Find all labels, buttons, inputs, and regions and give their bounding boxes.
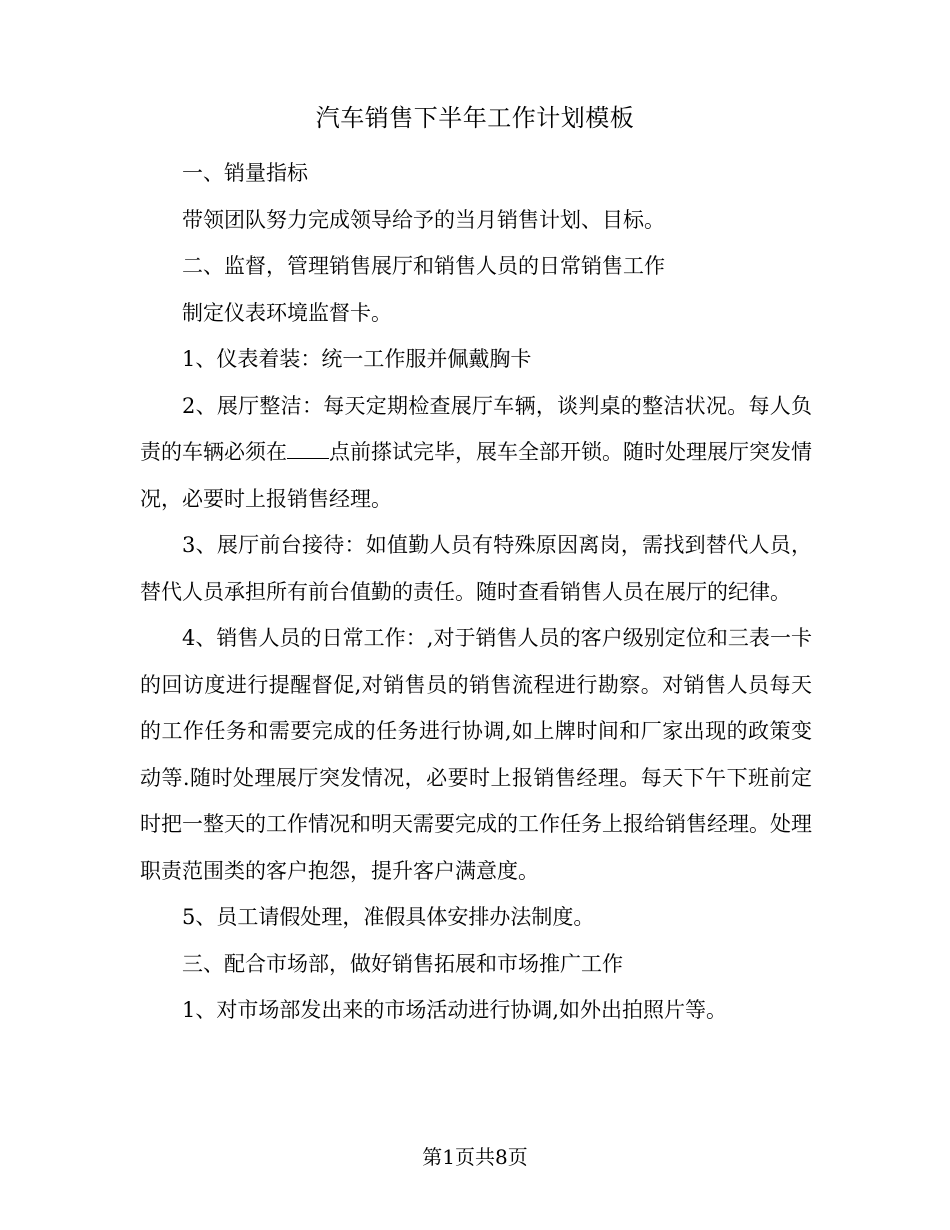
document-body — [140, 150, 812, 1034]
paragraph: 制定仪表环境监督卡。 — [182, 300, 392, 325]
list-item-text-part-2: 点前搽试完毕，展车全部开锁。随时处理展厅突发情况，必要时上报销售经理。 — [140, 440, 812, 511]
list-item: 3、展厅前台接待：如值勤人员有特殊原因离岗，需找到替代人员，替代人员承担所有前台值勤的责任。随时查看销售人员在展厅的纪律。 — [140, 533, 812, 604]
section-heading-sales-target: 一、销量指标 — [182, 161, 308, 185]
list-item: 5、员工请假处理，准假具体安排办法制度。 — [182, 905, 595, 929]
list-item: 1、对市场部发出来的市场活动进行协调,如外出拍照片等。 — [182, 998, 728, 1022]
page-number-footer: 第1页共8页 — [422, 1145, 528, 1169]
list-item — [140, 383, 812, 523]
section-heading-supervision: 二、监督，管理销售展厅和销售人员的日常销售工作 — [182, 254, 665, 278]
paragraph: 带领团队努力完成领导给予的当月销售计划、目标。 — [182, 207, 665, 232]
document-title: 汽车销售下半年工作计划模板 — [315, 104, 635, 132]
fill-in-blank — [287, 438, 329, 459]
section-heading-marketing: 三、配合市场部，做好销售拓展和市场推广工作 — [182, 951, 623, 976]
list-item: 1、仪表着装：统一工作服并佩戴胸卡 — [182, 347, 532, 371]
list-item-text-part-1: 2、展厅整洁：每天定期检查展厅车辆，谈判桌的整洁状况。每人负责的车辆必须在 — [140, 393, 812, 464]
list-item: 4、销售人员的日常工作：,对于销售人员的客户级别定位和三表一卡的回访度进行提醒督促,对销售员的销售流程进行勘察。对销售人员每天的工作任务和需要完成的任务进行协调,如上牌时间和厂家出现的政策变动等.随时处理展厅突发情况，必要时上报销售经理。每天下午下班前定时把一整天的工作情况和明天需要完成的工作任务上报给销售经理。处理职责范围类的客户抱怨，提升客户满意度。 — [140, 626, 812, 883]
